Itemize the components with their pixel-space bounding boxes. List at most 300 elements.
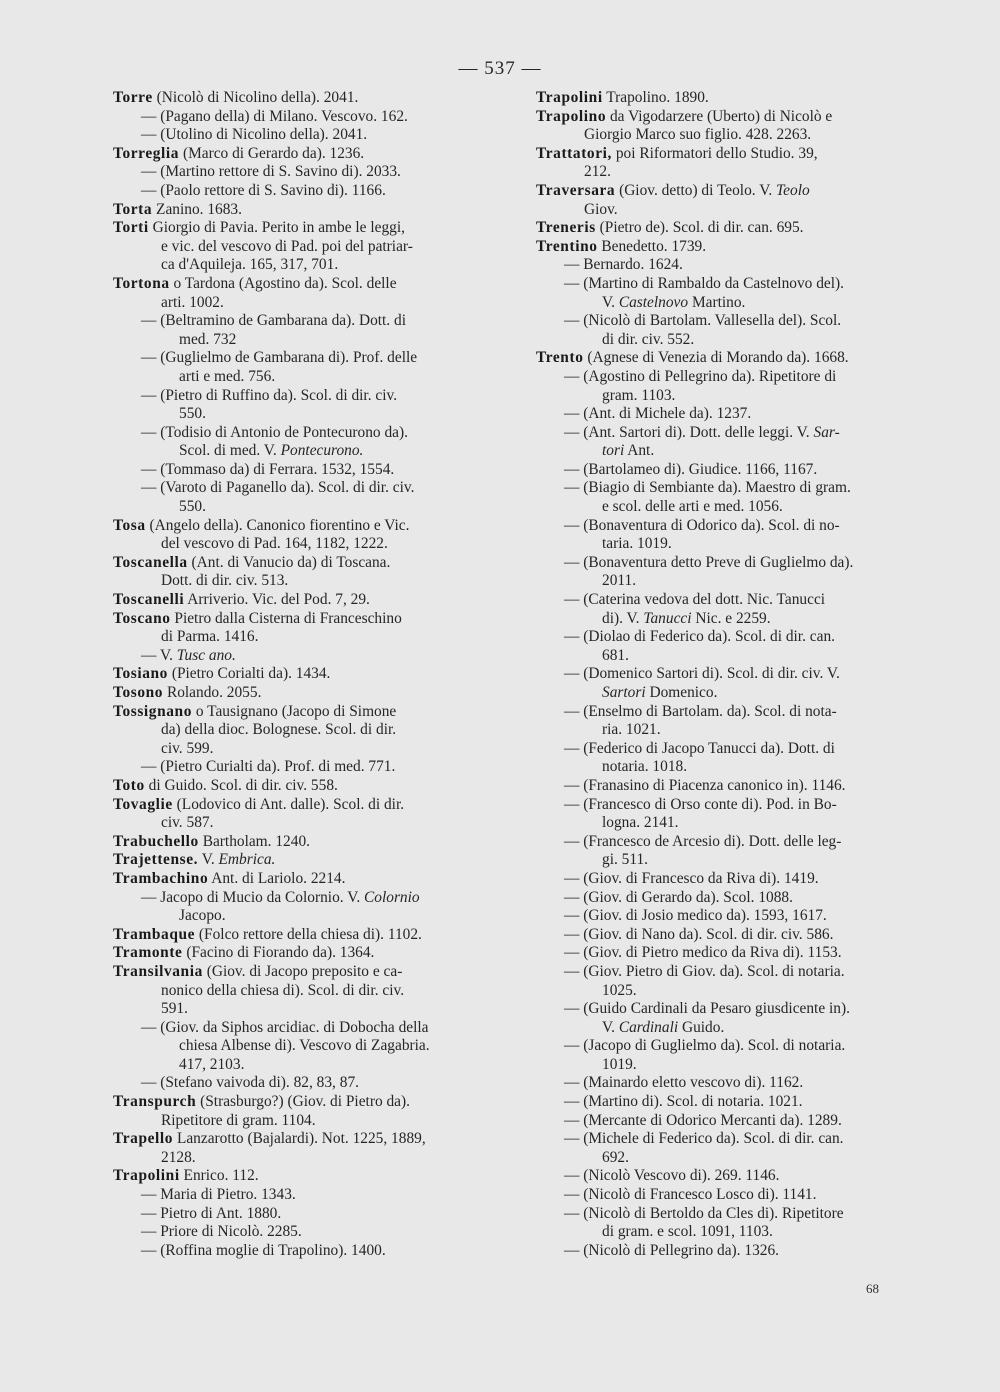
index-entry-line xyxy=(113,1167,508,1186)
entry-text: 681. xyxy=(602,646,629,664)
index-entry-line xyxy=(536,1242,916,1261)
entry-text: — (Francesco di Orso conte di). Pod. in Bo- xyxy=(564,795,837,813)
entry-text: — (Federico di Jacopo Tanucci da). Dott. di xyxy=(564,739,835,757)
index-entry-line xyxy=(113,1242,508,1261)
index-entry-line xyxy=(113,1074,508,1093)
entry-text: logna. 2141. xyxy=(602,814,679,832)
entry-text: Jacopo. xyxy=(179,907,226,925)
index-entry-line xyxy=(536,1074,916,1093)
index-entry-line xyxy=(113,703,508,722)
entry-text: 2011. xyxy=(602,572,637,590)
index-entry-line xyxy=(536,647,916,666)
index-entry-line xyxy=(536,517,916,536)
index-entry-line xyxy=(536,1167,916,1186)
index-entry-line xyxy=(536,126,916,145)
entry-text: (Giov. detto) di Teolo. V. xyxy=(615,181,777,199)
index-entry-line xyxy=(113,387,508,406)
index-entry-line xyxy=(113,944,508,963)
index-entry-line xyxy=(536,461,916,480)
entry-text: 591. xyxy=(161,1000,188,1018)
index-entry-line xyxy=(536,926,916,945)
index-entry-line xyxy=(113,554,508,573)
index-entry-line xyxy=(536,424,916,443)
index-entry-line xyxy=(113,219,508,238)
entry-text: — (Giov. di Gerardo da). Scol. 1088. xyxy=(564,888,793,906)
entry-text: — (Giov. di Josio medico da). 1593, 1617. xyxy=(564,907,827,925)
index-entry-line xyxy=(536,796,916,815)
index-entry-line xyxy=(113,442,508,461)
entry-headword: Trambachino xyxy=(113,869,209,887)
entry-text: — (Giov. da Siphos arcidiac. di Dobocha della xyxy=(141,1018,429,1036)
index-entry-line xyxy=(113,89,508,108)
index-entry-line xyxy=(113,628,508,647)
entry-text: — (Domenico Sartori di). Scol. di dir. civ. V. xyxy=(564,665,840,683)
entry-headword: Tortona xyxy=(113,274,170,292)
entry-crossref: Cardinali xyxy=(618,1018,679,1036)
entry-crossref: Sar- xyxy=(813,423,840,441)
entry-text: Ant. xyxy=(624,442,655,460)
index-entry-line xyxy=(536,1130,916,1149)
entry-text: gi. 511. xyxy=(602,851,649,869)
index-entry-line xyxy=(536,405,916,424)
entry-headword: Torti xyxy=(113,219,149,237)
entry-headword: Trajettense. xyxy=(113,851,199,869)
index-entry-line xyxy=(536,572,916,591)
index-entry-line xyxy=(536,182,916,201)
index-entry-line xyxy=(536,1186,916,1205)
entry-text: — V. xyxy=(141,646,177,664)
entry-text: — (Nicolò di Francesco Losco di). 1141. xyxy=(564,1186,817,1204)
index-entry-line xyxy=(113,294,508,313)
entry-text: di). V. xyxy=(602,609,644,627)
index-entry-line xyxy=(113,405,508,424)
entry-text: da) della dioc. Bolognese. Scol. di dir. xyxy=(161,721,397,739)
entry-headword: Trattatori, xyxy=(536,144,612,162)
index-entry-line xyxy=(113,982,508,1001)
index-entry-line xyxy=(536,331,916,350)
entry-text: (Giov. di Jacopo preposito e ca- xyxy=(202,962,403,980)
index-entry-line xyxy=(113,461,508,480)
index-entry-line xyxy=(113,1000,508,1019)
entry-text: 417, 2103. xyxy=(179,1055,245,1073)
entry-headword: Torta xyxy=(113,200,153,218)
entry-text: — (Giov. di Nano da). Scol. di dir. civ. 586. xyxy=(564,925,834,943)
entry-text: — (Mercante di Odorico Mercanti da). 1289. xyxy=(564,1111,842,1129)
entry-text: — Maria di Pietro. 1343. xyxy=(141,1186,296,1204)
index-entry-line xyxy=(113,1112,508,1131)
entry-text: — (Nicolò di Bertoldo da Cles di). Ripetitore xyxy=(564,1204,844,1222)
entry-text: — (Pagano della) di Milano. Vescovo. 162. xyxy=(141,107,408,125)
entry-text: — (Beltramino de Gambarana da). Dott. di xyxy=(141,312,406,330)
entry-text: — (Biagio di Sembiante da). Maestro di gram. xyxy=(564,479,851,497)
index-entry-line xyxy=(113,1093,508,1112)
index-entry-line xyxy=(113,126,508,145)
entry-headword: Tosa xyxy=(113,516,146,534)
index-entry-line xyxy=(536,1149,916,1168)
entry-text: — (Franasino di Piacenza canonico in). 1146. xyxy=(564,776,846,794)
index-entry-line xyxy=(113,182,508,201)
entry-text: e vic. del vescovo di Pad. poi del patriar- xyxy=(161,237,413,255)
entry-text: — (Stefano vaivoda di). 82, 83, 87. xyxy=(141,1074,359,1092)
entry-crossref: Teolo xyxy=(776,181,810,199)
index-entry-line xyxy=(113,368,508,387)
entry-headword: Tosono xyxy=(113,684,164,701)
index-entry-line xyxy=(113,665,508,684)
index-entry-line xyxy=(536,89,916,108)
index-entry-line xyxy=(113,870,508,889)
index-entry-line xyxy=(536,163,916,182)
index-entry-line xyxy=(536,1019,916,1038)
entry-text: — (Varoto di Paganello da). Scol. di dir. civ. xyxy=(141,479,415,497)
index-entry-line xyxy=(113,275,508,294)
index-entry-line xyxy=(536,145,916,164)
index-entry-line xyxy=(536,554,916,573)
index-entry-line xyxy=(536,1205,916,1224)
index-entry-line xyxy=(113,1056,508,1075)
entry-headword: Trapello xyxy=(113,1130,174,1148)
entry-text: — Priore di Nicolò. 2285. xyxy=(141,1223,302,1241)
entry-headword: Trapolini xyxy=(536,89,603,106)
index-entry-line xyxy=(113,145,508,164)
entry-crossref: Sartori xyxy=(602,684,646,701)
index-entry-line xyxy=(113,647,508,666)
entry-text: V. xyxy=(602,293,619,311)
index-entry-line xyxy=(113,535,508,554)
entry-text: — Pietro di Ant. 1880. xyxy=(141,1204,282,1222)
entry-text: — (Guido Cardinali da Pesaro giusdicente in). xyxy=(564,1000,850,1018)
entry-headword: Trapolino xyxy=(536,107,607,125)
index-entry-line xyxy=(113,721,508,740)
entry-text: Giov. xyxy=(584,200,618,218)
entry-text: (Folco rettore della chiesa di). 1102. xyxy=(195,925,422,943)
entry-text: Domenico. xyxy=(645,684,718,701)
entry-text: — (Martino di Rambaldo da Castelnovo del). xyxy=(564,274,844,292)
entry-crossref: Tusc ano. xyxy=(176,646,236,664)
entry-text: taria. 1019. xyxy=(602,535,672,553)
index-entry-line xyxy=(536,312,916,331)
index-entry-line xyxy=(536,889,916,908)
entry-text: (Ant. di Vanucio da) di Toscana. xyxy=(187,553,391,571)
entry-text: chiesa Albense di). Vescovo di Zagabria. xyxy=(179,1037,430,1055)
index-entry-line xyxy=(113,814,508,833)
entry-text: (Angelo della). Canonico fiorentino e Vic. xyxy=(145,516,410,534)
entry-headword: Transpurch xyxy=(113,1093,197,1111)
entry-text: — (Diolao di Federico da). Scol. di dir. can. xyxy=(564,628,835,646)
index-entry-line xyxy=(113,424,508,443)
entry-text: — (Bonaventura di Odorico da). Scol. di no- xyxy=(564,516,840,534)
entry-text: notaria. 1018. xyxy=(602,758,688,776)
entry-text: — Jacopo di Mucio da Colornio. V. xyxy=(141,888,365,906)
entry-text: — (Todisio di Antonio de Pontecurono da). xyxy=(141,423,408,441)
entry-text: (Nicolò di Nicolino della). 2041. xyxy=(152,89,359,106)
index-entry-line xyxy=(113,889,508,908)
entry-headword: Tramonte xyxy=(113,944,183,962)
entry-headword: Toscano xyxy=(113,609,171,627)
entry-text: — (Caterina vedova del dott. Nic. Tanucci xyxy=(564,591,826,609)
index-entry-line xyxy=(536,703,916,722)
index-entry-line xyxy=(536,963,916,982)
entry-text: — (Tommaso da) di Ferrara. 1532, 1554. xyxy=(141,460,395,478)
index-entry-line xyxy=(536,1112,916,1131)
entry-text: V. xyxy=(602,1018,619,1036)
index-entry-line xyxy=(113,926,508,945)
index-entry-line xyxy=(536,1056,916,1075)
index-entry-line xyxy=(536,591,916,610)
index-entry-line xyxy=(536,628,916,647)
entry-text: Dott. di dir. civ. 513. xyxy=(161,572,289,590)
index-entry-line xyxy=(113,1130,508,1149)
index-entry-line xyxy=(113,1223,508,1242)
index-entry-line xyxy=(113,777,508,796)
entry-text: (Pietro de). Scol. di dir. can. 695. xyxy=(595,219,804,237)
entry-headword: Toscanella xyxy=(113,553,188,571)
entry-text: di gram. e scol. 1091, 1103. xyxy=(602,1223,773,1241)
entry-text: — (Enselmo di Bartolam. da). Scol. di nota- xyxy=(564,702,837,720)
entry-text: Guido. xyxy=(678,1018,725,1036)
entry-text: 212. xyxy=(584,163,611,181)
entry-text: Pietro dalla Cisterna di Franceschino xyxy=(170,609,402,627)
index-entry-line xyxy=(536,535,916,554)
entry-text: — (Mainardo eletto vescovo di). 1162. xyxy=(564,1074,804,1092)
entry-text: 550. xyxy=(179,498,206,516)
entry-text: — (Martino rettore di S. Savino di). 2033. xyxy=(141,163,401,181)
index-entry-line xyxy=(536,907,916,926)
entry-text: (Facino di Fiorando da). 1364. xyxy=(182,944,375,962)
entry-text: (Pietro Corialti da). 1434. xyxy=(167,665,331,683)
entry-text: 550. xyxy=(179,405,206,423)
entry-text: — (Martino di). Scol. di notaria. 1021. xyxy=(564,1093,803,1111)
entry-text: — (Nicolò Vescovo di). 269. 1146. xyxy=(564,1167,780,1185)
entry-text: arti. 1002. xyxy=(161,293,224,311)
entry-text: — (Nicolò di Pellegrino da). 1326. xyxy=(564,1241,780,1259)
index-entry-line xyxy=(113,479,508,498)
entry-text: del vescovo di Pad. 164, 1182, 1222. xyxy=(161,535,388,553)
entry-text: — (Ant. Sartori di). Dott. delle leggi. V. xyxy=(564,423,814,441)
index-entry-line xyxy=(536,387,916,406)
index-entry-line xyxy=(536,740,916,759)
entry-text: Ripetitore di gram. 1104. xyxy=(161,1111,316,1129)
entry-crossref: Pontecurono. xyxy=(280,442,364,460)
entry-text: Arriverio. Vic. del Pod. 7, 29. xyxy=(184,591,370,609)
entry-text: Giorgio di Pavia. Perito in ambe le leggi, xyxy=(148,219,405,237)
index-entry-line xyxy=(536,349,916,368)
entry-crossref: Embrica. xyxy=(218,851,276,869)
entry-text: (Agnese di Venezia di Morando da). 1668. xyxy=(583,349,849,367)
entry-text: o Tausignano (Jacopo di Simone xyxy=(192,702,397,720)
entry-text: Enrico. 112. xyxy=(179,1167,259,1185)
index-entry-line xyxy=(113,1037,508,1056)
entry-text: — (Francesco de Arcesio di). Dott. delle leg- xyxy=(564,832,842,850)
index-entry-line xyxy=(536,238,916,257)
entry-headword: Trabuchello xyxy=(113,832,199,850)
index-entry-line xyxy=(536,108,916,127)
index-entry-line xyxy=(536,201,916,220)
index-entry-line xyxy=(536,610,916,629)
entry-text: — (Giov. di Pietro medico da Riva di). 1153. xyxy=(564,944,842,962)
index-entry-line xyxy=(536,870,916,889)
entry-text: ria. 1021. xyxy=(602,721,661,739)
index-entry-line xyxy=(536,777,916,796)
entry-headword: Tossignano xyxy=(113,702,193,720)
entry-text: civ. 599. xyxy=(161,739,214,757)
index-entry-line xyxy=(536,814,916,833)
index-entry-line xyxy=(113,312,508,331)
entry-text: Martino. xyxy=(688,293,746,311)
index-entry-line xyxy=(113,758,508,777)
index-entry-line xyxy=(113,238,508,257)
index-entry-line xyxy=(113,1149,508,1168)
entry-text: arti e med. 756. xyxy=(179,367,276,385)
entry-text: V. xyxy=(198,851,219,869)
entry-headword: Trambaque xyxy=(113,925,196,943)
index-entry-line xyxy=(536,982,916,1001)
index-entry-line xyxy=(113,498,508,517)
index-entry-line xyxy=(536,442,916,461)
index-entry-line xyxy=(113,517,508,536)
index-entry-line xyxy=(113,851,508,870)
entry-text: — (Michele di Federico da). Scol. di dir. can. xyxy=(564,1130,844,1148)
entry-headword: Toto xyxy=(113,776,145,794)
index-entry-line xyxy=(113,833,508,852)
entry-text: — (Bonaventura detto Preve di Guglielmo da). xyxy=(564,553,854,571)
entry-text: — (Giov. di Francesco da Riva di). 1419. xyxy=(564,869,819,887)
entry-text: o Tardona (Agostino da). Scol. delle xyxy=(169,274,397,292)
entry-text: — (Agostino di Pellegrino da). Ripetitore di xyxy=(564,367,837,385)
index-entry-line xyxy=(113,163,508,182)
index-entry-line xyxy=(113,796,508,815)
entry-text: — (Nicolò di Bartolam. Vallesella del). Scol. xyxy=(564,312,842,330)
entry-text: di Guido. Scol. di dir. civ. 558. xyxy=(144,776,338,794)
entry-text: — (Pietro Curialti da). Prof. di med. 771. xyxy=(141,758,396,776)
entry-text: (Strasburgo?) (Giov. di Pietro da). xyxy=(196,1093,410,1111)
entry-text: civ. 587. xyxy=(161,814,214,832)
index-entry-line xyxy=(113,684,508,703)
entry-headword: Tosiano xyxy=(113,665,168,683)
entry-text: — (Guglielmo de Gambarana di). Prof. delle xyxy=(141,349,418,367)
index-entry-line xyxy=(536,294,916,313)
index-entry-line xyxy=(536,275,916,294)
index-entry-line xyxy=(536,256,916,275)
index-entry-line xyxy=(536,368,916,387)
index-entry-line xyxy=(113,1186,508,1205)
index-entry-line xyxy=(113,963,508,982)
index-entry-line xyxy=(536,833,916,852)
entry-text: Zanino. 1683. xyxy=(152,200,242,218)
index-entry-line xyxy=(113,201,508,220)
entry-headword: Toscanelli xyxy=(113,591,185,609)
entry-crossref: Colornio xyxy=(364,888,420,906)
entry-text: — (Paolo rettore di S. Savino di). 1166. xyxy=(141,181,386,199)
index-entry-line xyxy=(113,331,508,350)
entry-text: (Lodovico di Ant. dalle). Scol. di dir. xyxy=(172,795,405,813)
index-entry-line xyxy=(113,256,508,275)
entry-text: — Bernardo. 1624. xyxy=(564,256,683,274)
entry-crossref: Tanucci xyxy=(643,609,692,627)
entry-text: — (Pietro di Ruffino da). Scol. di dir. civ. xyxy=(141,386,398,404)
entry-text: — (Jacopo di Guglielmo da). Scol. di notaria. xyxy=(564,1037,846,1055)
entry-text: da Vigodarzere (Uberto) di Nicolò e xyxy=(606,107,833,125)
entry-headword: Tovaglie xyxy=(113,795,173,813)
index-entry-line xyxy=(536,1093,916,1112)
entry-headword: Trentino xyxy=(536,237,598,255)
index-entry-line xyxy=(113,610,508,629)
entry-text: Giorgio Marco suo figlio. 428. 2263. xyxy=(584,126,812,144)
index-entry-line xyxy=(113,349,508,368)
entry-text: Benedetto. 1739. xyxy=(597,237,707,255)
index-entry-line xyxy=(536,1000,916,1019)
entry-text: poi Riformatori dello Studio. 39, xyxy=(611,144,818,162)
index-entry-line xyxy=(113,1205,508,1224)
index-entry-line xyxy=(113,591,508,610)
index-entry-line xyxy=(536,1223,916,1242)
entry-text: di Parma. 1416. xyxy=(161,628,259,646)
signature-mark: 68 xyxy=(866,1281,879,1296)
entry-crossref: Castelnovo xyxy=(618,293,689,311)
entry-text: 692. xyxy=(602,1148,629,1166)
entry-text: Rolando. 2055. xyxy=(163,684,262,701)
entry-text: Trapolino. 1890. xyxy=(602,89,709,106)
entry-text: — (Utolino di Nicolino della). 2041. xyxy=(141,126,368,144)
index-entry-line xyxy=(113,907,508,926)
entry-text: ca d'Aquileja. 165, 317, 701. xyxy=(161,256,339,274)
entry-text: — (Ant. di Michele da). 1237. xyxy=(564,405,752,423)
entry-text: 1019. xyxy=(602,1055,637,1073)
index-entry-line xyxy=(113,1019,508,1038)
index-entry-line xyxy=(536,498,916,517)
entry-headword: Treneris xyxy=(536,219,596,237)
index-entry-line xyxy=(536,684,916,703)
entry-text: Ant. di Lariolo. 2214. xyxy=(208,869,346,887)
entry-headword: Torreglia xyxy=(113,144,180,162)
entry-text: Bartholam. 1240. xyxy=(198,832,310,850)
index-entry-line xyxy=(536,1037,916,1056)
entry-crossref: tori xyxy=(602,442,625,460)
entry-text: 2128. xyxy=(161,1148,196,1166)
right-column xyxy=(536,89,916,1260)
entry-text: — (Giov. Pietro di Giov. da). Scol. di notaria. xyxy=(564,962,845,980)
entry-headword: Trapolini xyxy=(113,1167,180,1185)
page-number: — 537 — xyxy=(458,58,542,79)
entry-text: 1025. xyxy=(602,981,637,999)
index-entry-line xyxy=(536,665,916,684)
index-entry-line xyxy=(113,108,508,127)
entry-text: Lanzarotto (Bajalardi). Not. 1225, 1889, xyxy=(173,1130,426,1148)
index-entry-line xyxy=(536,479,916,498)
entry-text: — (Bartolameo di). Giudice. 1166, 1167. xyxy=(564,460,818,478)
entry-headword: Transilvania xyxy=(113,962,203,980)
entry-text: med. 732 xyxy=(179,330,237,348)
entry-text: gram. 1103. xyxy=(602,386,676,404)
entry-headword: Trento xyxy=(536,349,584,367)
entry-headword: Torre xyxy=(113,89,153,106)
entry-text: di dir. civ. 552. xyxy=(602,330,695,348)
index-entry-line xyxy=(536,758,916,777)
index-entry-line xyxy=(113,740,508,759)
left-column xyxy=(113,89,508,1260)
index-entry-line xyxy=(113,572,508,591)
entry-headword: Traversara xyxy=(536,181,616,199)
entry-text: Scol. di med. V. xyxy=(179,442,281,460)
entry-text: nonico della chiesa di). Scol. di dir. civ. xyxy=(161,981,405,999)
index-entry-line xyxy=(536,721,916,740)
entry-text: e scol. delle arti e med. 1056. xyxy=(602,498,783,516)
entry-text: Nic. e 2259. xyxy=(691,609,771,627)
index-entry-line xyxy=(536,219,916,238)
index-entry-line xyxy=(536,851,916,870)
index-entry-line xyxy=(536,944,916,963)
entry-text: (Marco di Gerardo da). 1236. xyxy=(179,144,365,162)
entry-text: — (Roffina moglie di Trapolino). 1400. xyxy=(141,1241,386,1259)
